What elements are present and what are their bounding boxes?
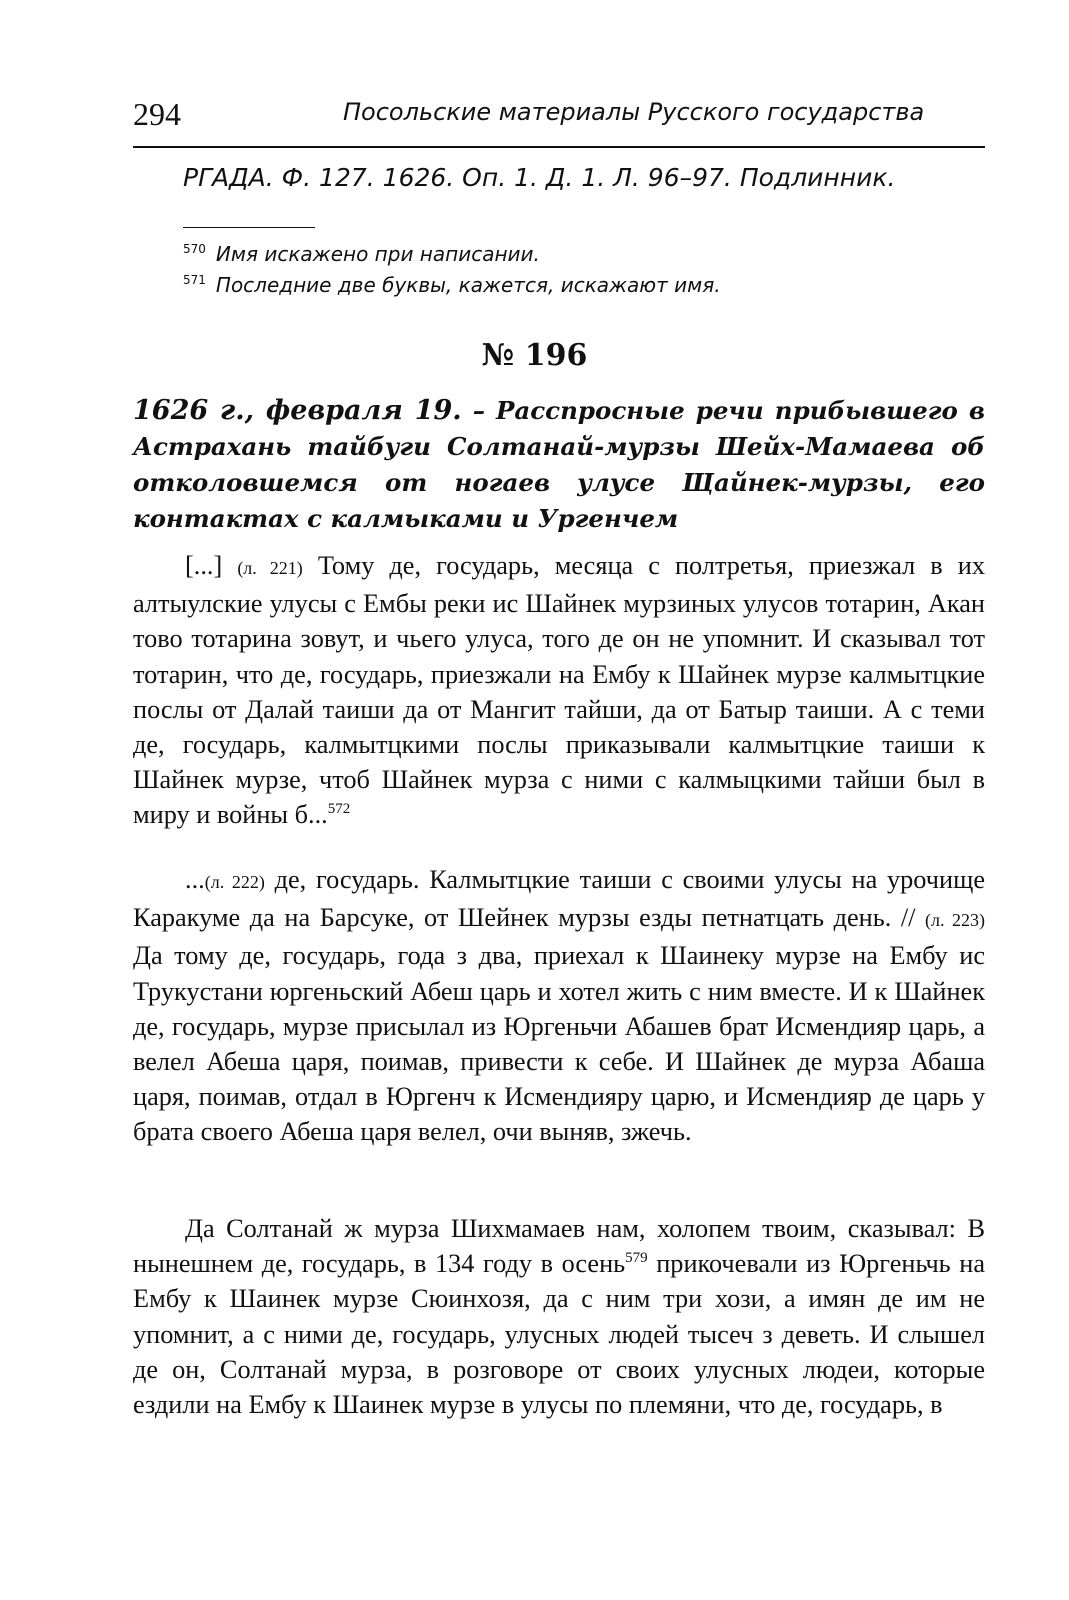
folio-reference: (л. 221) — [237, 558, 303, 578]
page-number: 294 — [133, 96, 181, 132]
paragraph-text: Да тому де, государь, года з два, приехал к Шаинеку мурзе на Ембу ис Трукустани юргеньский Абеш царь и хотел жить с ним вместе. И к Шайнек де, государь, мурзе присылал из Юргеньчи Абашев брат Исмендияр царь, а велел Абеша царя, поимав, привести к себе. И Шайнек де мурза Абаша царя, поимав, отдал в Юргенч к Исмендияру царю, и Исмендияр де царь у брата своего Абеша царя велел, очи выняв, зжечь. — [133, 941, 985, 1147]
body-paragraph — [133, 862, 985, 1150]
document-title-text: – Расспросные речи прибывшего в Астрахань тайбуги Солтанай-мурзы Шейх-Мамаева об отколовшемся от ногаев улусе Щайнек-мурзы, его контактах с калмыками и Ургенчем — [133, 396, 985, 533]
archive-source: РГАДА. Ф. 127. 1626. Оп. 1. Д. 1. Л. 96–97. Подлинник. — [183, 163, 896, 192]
footnote-text: Последние две буквы, кажется, искажают имя. — [215, 273, 721, 297]
folio-reference: (л. 222) — [204, 872, 265, 892]
body-paragraph — [133, 548, 985, 833]
footnote-mark: 570 — [183, 242, 206, 256]
page-header — [133, 96, 985, 148]
running-title: Посольские материалы Русского государства — [343, 98, 925, 126]
folio-reference: (л. 223) — [925, 910, 985, 931]
paragraph-text: Да Солтанай ж мурза Шихмамаев нам, холопем твоим, сказывал: В нынешнем де, государь, в 134 году в осень — [133, 1214, 985, 1279]
footnote-divider — [183, 227, 315, 228]
footnote-mark: 571 — [183, 273, 206, 287]
body-paragraph — [133, 1211, 985, 1422]
ellipsis: ... — [185, 865, 205, 894]
paragraph-text: Тому де, государь, месяца с полтретья, приезжал в их алтыулские улусы с Ембы реки ис Шайнек мурзиных улусов тотарин, Акан тово тотарина зовут, и чьего улуса, того де он не упомнит. И сказывал тот тотарин, что де, государь, приезжали на Ембу к Шайнек мурзе калмытцкие послы от Далай таиши да от Мангит тайши, да от Батыр таиши. А с теми де, государь, калмытцкими послы приказывали калмытцкие таиши к Шайнек мурзе, чтоб Шайнек мурза с ними с калмыцкими тайши был в миру и войны б... — [133, 551, 985, 830]
footnote — [183, 242, 540, 266]
paragraph-text: де, государь. Калмытцкие таиши с своими улусы на урочище Каракуме да на Барсуке, от Шейнек мурзы езды петнатцать день. // — [133, 865, 985, 933]
paragraph-text: прикочевали из Юргеньчь на Ембу к Шаинек мурзе Сюинхозя, да с ним три хози, а имян де им не упомнит, а с ними де, государь, улусных людей тысеч з деветь. И слышел де он, Солтанай мурза, в розговоре от своих улусных людеи, которые ездили на Ембу к Шаинек мурзе в улусы по племяни, что де, государь, в — [133, 1249, 985, 1420]
document-date: 1626 г., февраля 19. — [133, 395, 462, 426]
document-title — [133, 393, 985, 537]
footnote-text: Имя искажено при написании. — [215, 242, 540, 266]
footnote — [183, 273, 721, 297]
footnote-reference: 572 — [327, 801, 351, 818]
document-number: № 196 — [481, 338, 588, 373]
footnote-reference: 579 — [625, 1250, 648, 1267]
ellipsis-bracket: [...] — [185, 551, 238, 580]
